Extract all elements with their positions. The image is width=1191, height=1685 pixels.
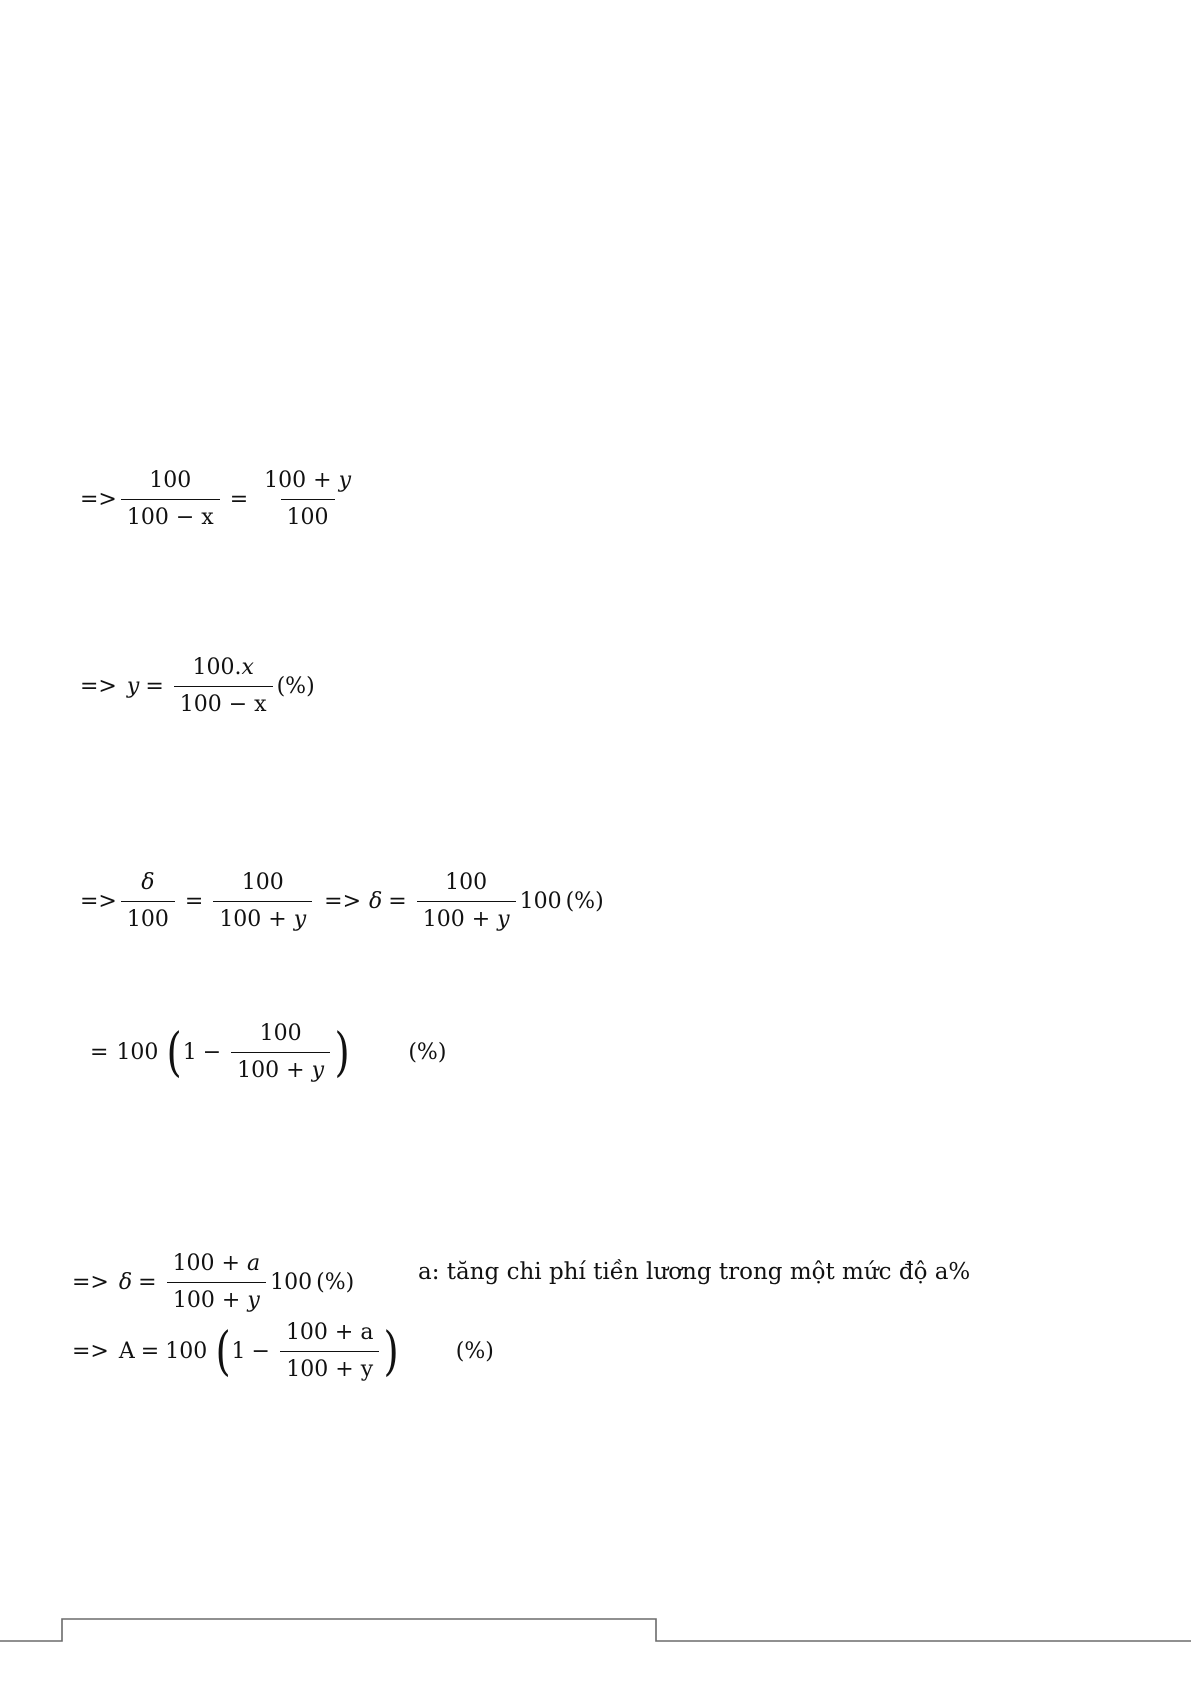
numerator: 100 — [259, 1021, 302, 1046]
equals-sign: = — [184, 888, 204, 914]
variable-y: y — [311, 1058, 325, 1083]
variable-y: y — [126, 673, 140, 699]
annotation-label: a: — [418, 1259, 440, 1285]
numerator: 100 — [445, 870, 488, 895]
right-paren: ) — [384, 1321, 400, 1382]
variable-delta: δ — [118, 1269, 133, 1295]
implies-arrow: => — [80, 888, 117, 914]
annotation-body: tăng chi phí tiền lương trong một mức độ a% — [439, 1259, 971, 1285]
variable-y: y — [338, 468, 351, 493]
right-paren: ) — [334, 1022, 350, 1083]
left-paren: ( — [166, 1022, 183, 1083]
implies-arrow: => — [72, 1269, 109, 1295]
equals-sign: = — [229, 486, 249, 512]
left-paren: ( — [215, 1321, 231, 1382]
implies-arrow: => — [80, 486, 117, 512]
denominator: 100 — [281, 499, 335, 529]
numerator: δ — [141, 870, 155, 895]
denominator: 100 + y — [280, 1351, 379, 1381]
denominator-part: 100 + — [422, 907, 498, 932]
equals-sign: = — [388, 888, 407, 914]
numerator-part: 100 + — [172, 1251, 247, 1276]
coefficient: 100 — [165, 1338, 208, 1364]
numerator-part: 100. — [192, 655, 242, 680]
one: 1 — [182, 1039, 197, 1065]
numerator: 100 — [241, 870, 284, 895]
variable-y: y — [293, 907, 307, 932]
numerator: 100 — [149, 468, 192, 493]
percent-unit: (%) — [455, 1338, 494, 1364]
minus-sign: − — [251, 1338, 270, 1364]
implies-arrow: => — [72, 1338, 109, 1364]
denominator-part: 100 + — [237, 1058, 312, 1083]
denominator-part: 100 + — [172, 1288, 248, 1313]
percent-unit: (%) — [565, 888, 604, 914]
equals-sign: = — [145, 673, 164, 699]
numerator: 100 + a — [285, 1320, 374, 1345]
one: 1 — [231, 1338, 246, 1364]
minus-sign: − — [202, 1039, 222, 1065]
variable-x: x — [241, 655, 254, 680]
percent-unit: (%) — [316, 1269, 355, 1295]
denominator: 100 − x — [174, 686, 273, 716]
variable-y: y — [247, 1288, 260, 1313]
equals-sign: = — [140, 1338, 160, 1364]
variable-y: y — [497, 907, 510, 932]
numerator-part: 100 + — [264, 468, 339, 493]
coefficient: 100 — [519, 888, 562, 914]
percent-unit: (%) — [408, 1039, 447, 1065]
denominator: 100 — [121, 901, 175, 931]
coefficient: 100 — [270, 1269, 313, 1295]
equals-sign: = — [138, 1269, 157, 1295]
variable-A: A — [118, 1338, 135, 1364]
coefficient: 100 — [116, 1039, 159, 1065]
implies-arrow: => — [324, 888, 362, 914]
equals-sign: = — [90, 1039, 109, 1065]
percent-unit: (%) — [276, 673, 315, 699]
denominator: 100 − x — [121, 499, 220, 529]
variable-delta: δ — [369, 888, 383, 914]
variable-a: a — [246, 1251, 261, 1276]
denominator-part: 100 + — [219, 907, 294, 932]
implies-arrow: => — [80, 673, 117, 699]
